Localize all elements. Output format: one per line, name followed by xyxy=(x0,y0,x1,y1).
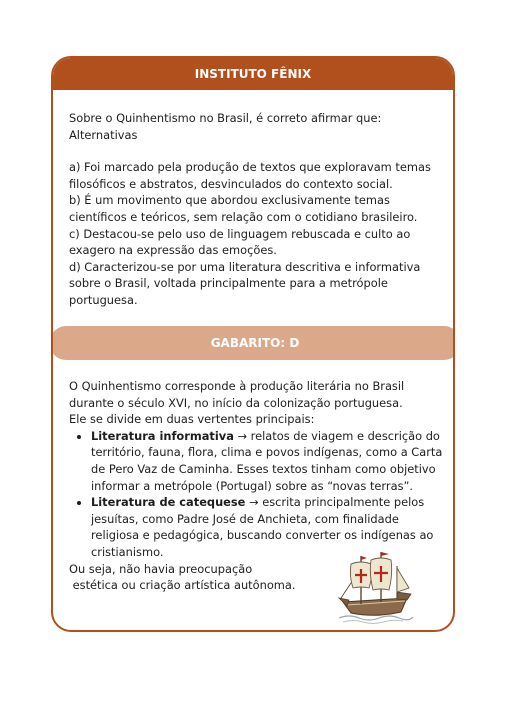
explanation-division: Ele se divide em duas vertentes principais: xyxy=(69,412,315,427)
bullet-term: Literatura informativa xyxy=(91,428,234,443)
question-prompt: Sobre o Quinhentismo no Brasil, é correto afirmar que: xyxy=(69,111,382,125)
option-b: b) É um movimento que abordou exclusivamente temas científicos e teóricos, sem relação com o cotidiano brasileiro. xyxy=(69,193,418,224)
answer-key-bar xyxy=(51,326,455,360)
card-header xyxy=(53,58,453,90)
option-d: d) Caracterizou-se por uma literatura descritiva e informativa sobre o Brasil, voltada principalmente para a metrópole portuguesa. xyxy=(69,259,421,307)
option-a: a) Foi marcado pela produção de textos que exploravam temas filosóficos e abstratos, desvinculados do contexto social. xyxy=(69,160,431,191)
question-card xyxy=(51,56,455,632)
caravel-ship-icon xyxy=(335,548,415,626)
explanation-intro: O Quinhentismo corresponde à produção literária no Brasil durante o século XVI, no início da colonização portuguesa. xyxy=(69,379,405,410)
list-item xyxy=(91,428,443,494)
header-title: INSTITUTO FÊNIX xyxy=(194,67,312,81)
bullet-text: → relatos de viagem e descrição do território, fauna, flora, clima e povos indígenas, como a Carta de Pero Vaz de Caminha. Esses textos tinham como objetivo informar a metrópole (Portugal) sobre as “novas terras”. xyxy=(91,428,443,493)
bullet-text: → escrita principalmente pelos jesuítas, como Padre José de Anchieta, com finalidade religiosa e pedagógica, buscando converter os indígenas ao cristianismo. xyxy=(91,495,434,559)
conclusion-line-1: Ou seja, não havia preocupação xyxy=(69,561,253,576)
answer-key-label: GABARITO: D xyxy=(210,336,300,350)
option-c: c) Destacou-se pelo uso de linguagem rebuscada e culto ao exagero na expressão das emoções. xyxy=(69,226,411,258)
alternatives-label: Alternativas xyxy=(69,127,138,142)
conclusion-line-2: estética ou criação artística autônoma. xyxy=(69,578,296,593)
bullet-term: Literatura de catequese xyxy=(91,495,246,510)
explanation-list xyxy=(69,428,443,561)
question-section xyxy=(69,110,439,309)
